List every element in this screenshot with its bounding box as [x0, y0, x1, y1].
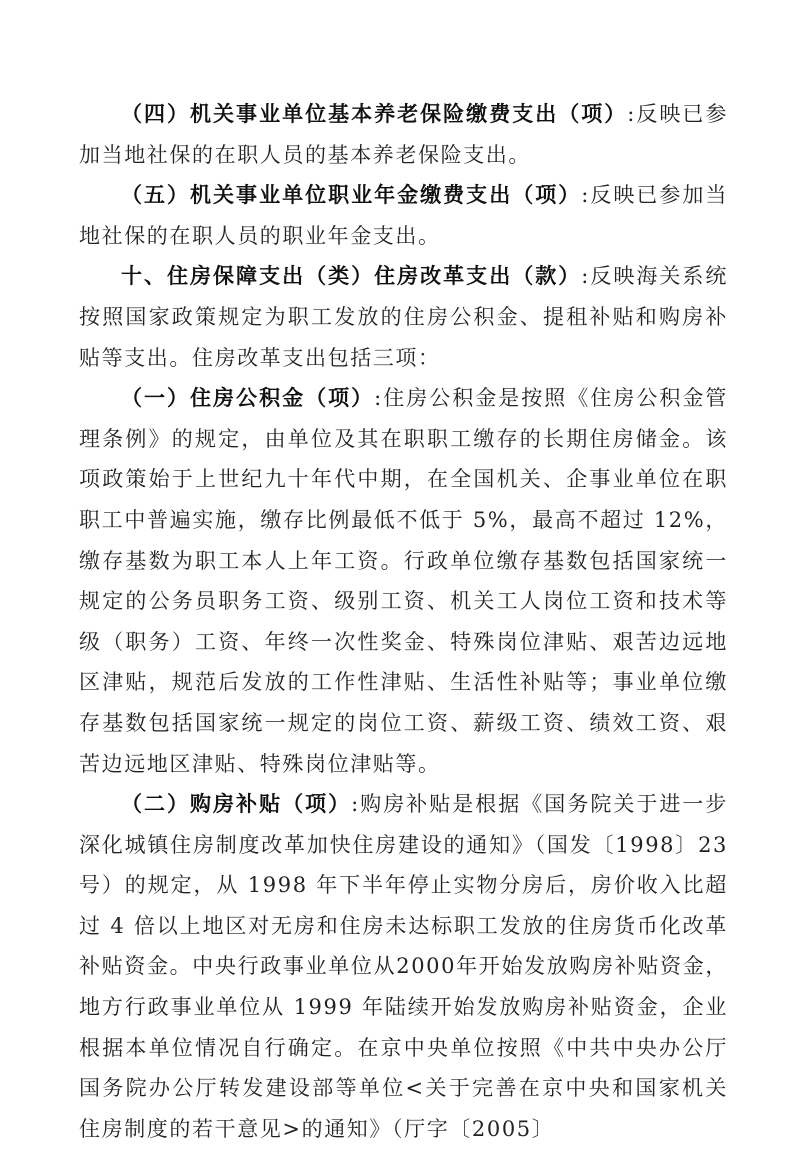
paragraph-heading: （二）购房补贴（项）: [121, 791, 352, 817]
paragraph-heading: （五）机关事业单位职业年金缴费支出（项）: [121, 182, 582, 208]
paragraph-text: :购房补贴是根据《国务院关于进一步深化城镇住房制度改革加快住房建设的通知》（国发〔1998〕23 号）的规定，从 1998 年下半年停止实物分房后，房价收入比超过 4 倍以上地区对无房和住房未达标职工发放的住房货币化改革补贴资金。中央行政事业单位从2000年开始发放购房补贴资金，地方行政事业单位从 1999 年陆续开始发放购房补贴资金，企业根据本单位情况自行确定。在京中央单位按照《中共中央办公厅国务院办公厅转发建设部等单位<关于完善在京中央和国家机关住房制度的若干意见>的通知》（厅字〔2005〕: [79, 792, 728, 1141]
paragraph-text: :住房公积金是按照《住房公积金管理条例》的规定，由单位及其在职职工缴存的长期住房储金。该项政策始于上世纪九十年代中期，在全国机关、企事业单位在职职工中普遍实施，缴存比例最低不低于 5%，最高不超过 12%，缴存基数为职工本人上年工资。行政单位缴存基数包括国家统一规定的公务员职务工资、级别工资、机关工人岗位工资和技术等级（职务）工资、年终一次性奖金、特殊岗位津贴、艰苦边远地区津贴，规范后发放的工作性津贴、生活性补贴等；事业单位缴存基数包括国家统一规定的岗位工资、薪级工资、绩效工资、艰苦边远地区津贴、特殊岗位津贴等。: [79, 386, 728, 776]
paragraph-pension-insurance: [79, 94, 728, 175]
paragraph-heading: （一）住房公积金（项）: [121, 385, 375, 411]
paragraph-heading: （四）机关事业单位基本养老保险缴费支出（项）: [121, 101, 628, 126]
paragraph-text: :反映已参加当地社保的在职人员的职业年金支出。: [79, 183, 728, 248]
paragraph-text: :反映已参加当地社保的在职人员的基本养老保险支出。: [79, 102, 729, 167]
paragraph-housing-fund: [79, 378, 728, 784]
paragraph-housing-subsidy: [79, 784, 728, 1149]
paragraph-text: :反映海关系统按照国家政策规定为职工发放的住房公积金、提租补贴和购房补贴等支出。住房改革支出包括三项：: [79, 264, 728, 370]
paragraph-heading: 十、住房保障支出（类）住房改革支出（款）: [121, 263, 582, 289]
paragraph-occupational-annuity: [79, 175, 728, 256]
paragraph-housing-reform: [79, 256, 728, 378]
